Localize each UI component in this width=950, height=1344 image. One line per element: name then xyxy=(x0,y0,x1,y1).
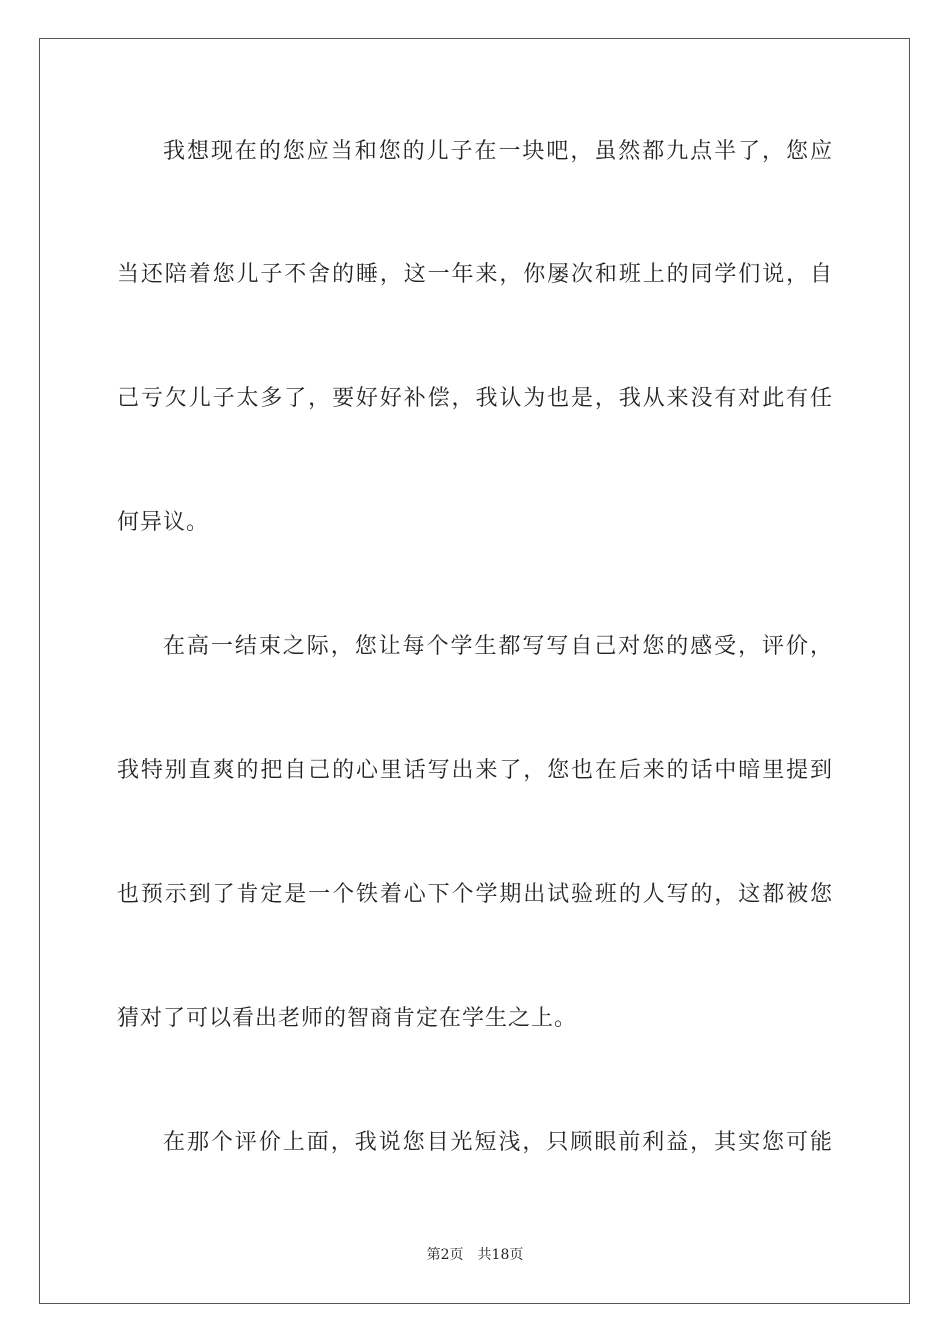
page-total: 共18页 xyxy=(477,1247,524,1263)
text-line: 己亏欠儿子太多了，要好好补偿，我认为也是，我从来没有对此有任 xyxy=(117,386,833,411)
text-line: 在那个评价上面，我说您目光短浅，只顾眼前利益，其实您可能 xyxy=(163,1130,833,1155)
text-line: 当还陪着您儿子不舍的睡，这一年来，你屡次和班上的同学们说，自 xyxy=(117,262,833,287)
page-frame xyxy=(39,38,910,1304)
page-number: 第2页 xyxy=(426,1247,464,1263)
text-line: 也预示到了肯定是一个铁着心下个学期出试验班的人写的，这都被您 xyxy=(117,882,833,907)
text-line: 我想现在的您应当和您的儿子在一块吧，虽然都九点半了，您应 xyxy=(163,139,833,164)
text-line: 在高一结束之际，您让每个学生都写写自己对您的感受，评价， xyxy=(163,634,833,659)
text-line: 猜对了可以看出老师的智商肯定在学生之上。 xyxy=(117,1006,578,1031)
text-line: 何异议。 xyxy=(117,510,210,535)
page-footer xyxy=(0,1245,950,1265)
text-line: 我特别直爽的把自己的心里话写出来了，您也在后来的话中暗里提到 xyxy=(117,758,833,783)
